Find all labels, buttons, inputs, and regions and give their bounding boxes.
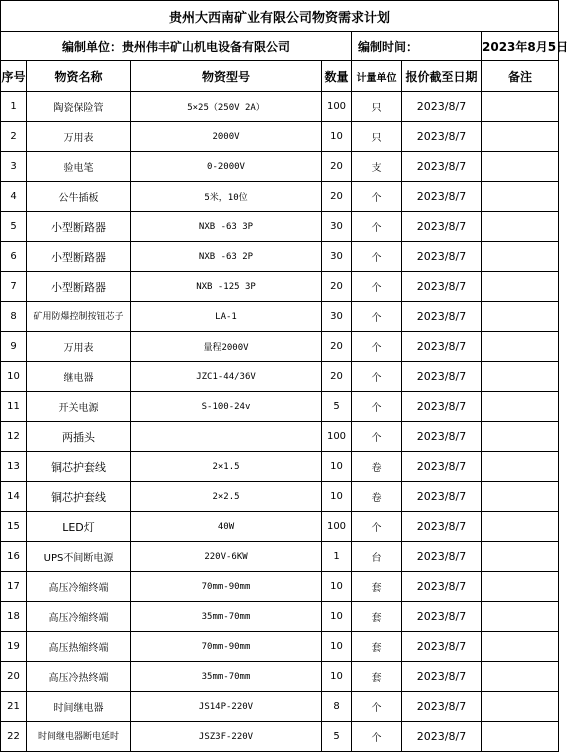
item-spec: 70mm-90mm [131, 572, 322, 602]
item-note [482, 602, 559, 632]
table-row [1, 362, 559, 392]
quote-deadline: 2023/8/7 [402, 572, 482, 602]
item-note [482, 212, 559, 242]
item-name: 开关电源 [27, 392, 131, 422]
item-quantity: 8 [322, 692, 352, 722]
item-name: 小型断路器 [27, 272, 131, 302]
compiling-time-value: 2023年8月5日 [482, 32, 559, 61]
item-unit: 个 [352, 212, 402, 242]
item-note [482, 92, 559, 122]
item-name: 高压冷缩终端 [27, 602, 131, 632]
quote-deadline: 2023/8/7 [402, 632, 482, 662]
item-note [482, 152, 559, 182]
item-unit: 台 [352, 542, 402, 572]
item-note [482, 722, 559, 752]
item-name: 时间继电器 [27, 692, 131, 722]
item-unit: 个 [352, 242, 402, 272]
quote-deadline: 2023/8/7 [402, 92, 482, 122]
header-unit: 计量单位 [352, 61, 402, 92]
row-number: 20 [1, 662, 27, 692]
quote-deadline: 2023/8/7 [402, 422, 482, 452]
quote-deadline: 2023/8/7 [402, 182, 482, 212]
item-spec: NXB -63 2P [131, 242, 322, 272]
item-note [482, 122, 559, 152]
item-unit: 套 [352, 632, 402, 662]
item-spec: S-100-24v [131, 392, 322, 422]
item-unit: 套 [352, 602, 402, 632]
item-name: 公牛插板 [27, 182, 131, 212]
item-name: 高压热缩终端 [27, 632, 131, 662]
item-note [482, 572, 559, 602]
row-number: 14 [1, 482, 27, 512]
quote-deadline: 2023/8/7 [402, 302, 482, 332]
table-row [1, 722, 559, 752]
item-name: LED灯 [27, 512, 131, 542]
row-number: 5 [1, 212, 27, 242]
item-note [482, 482, 559, 512]
item-unit: 个 [352, 302, 402, 332]
item-name: UPS不间断电源 [27, 542, 131, 572]
table-row [1, 92, 559, 122]
item-unit: 套 [352, 662, 402, 692]
header-qty: 数量 [322, 61, 352, 92]
item-spec: JS14P-220V [131, 692, 322, 722]
row-number: 4 [1, 182, 27, 212]
item-note [482, 272, 559, 302]
row-number: 21 [1, 692, 27, 722]
item-spec: JSZ3F-220V [131, 722, 322, 752]
item-unit: 个 [352, 722, 402, 752]
item-note [482, 512, 559, 542]
item-spec [131, 422, 322, 452]
header-row [1, 61, 559, 92]
item-quantity: 20 [322, 152, 352, 182]
item-unit: 个 [352, 182, 402, 212]
table-row [1, 332, 559, 362]
item-unit: 个 [352, 692, 402, 722]
item-unit: 个 [352, 332, 402, 362]
row-number: 2 [1, 122, 27, 152]
item-note [482, 452, 559, 482]
table-row [1, 602, 559, 632]
item-quantity: 5 [322, 392, 352, 422]
title-row [1, 1, 559, 32]
compiling-time-label: 编制时间： [352, 32, 482, 61]
item-note [482, 692, 559, 722]
table-row [1, 392, 559, 422]
quote-deadline: 2023/8/7 [402, 242, 482, 272]
item-note [482, 302, 559, 332]
quote-deadline: 2023/8/7 [402, 692, 482, 722]
item-name: 高压冷热终端 [27, 662, 131, 692]
item-quantity: 1 [322, 542, 352, 572]
row-number: 8 [1, 302, 27, 332]
item-quantity: 30 [322, 212, 352, 242]
item-quantity: 100 [322, 92, 352, 122]
item-name: 继电器 [27, 362, 131, 392]
quote-deadline: 2023/8/7 [402, 272, 482, 302]
table-row [1, 542, 559, 572]
item-name: 高压冷缩终端 [27, 572, 131, 602]
item-unit: 个 [352, 362, 402, 392]
table-row [1, 482, 559, 512]
item-unit: 卷 [352, 452, 402, 482]
item-unit: 个 [352, 392, 402, 422]
table-row [1, 422, 559, 452]
quote-deadline: 2023/8/7 [402, 362, 482, 392]
item-spec: 2×1.5 [131, 452, 322, 482]
row-number: 1 [1, 92, 27, 122]
item-quantity: 100 [322, 512, 352, 542]
quote-deadline: 2023/8/7 [402, 152, 482, 182]
item-quantity: 20 [322, 362, 352, 392]
item-name: 时间继电器断电延时 [27, 722, 131, 752]
row-number: 6 [1, 242, 27, 272]
item-spec: 5米，10位 [131, 182, 322, 212]
item-spec: 70mm-90mm [131, 632, 322, 662]
item-name: 铜芯护套线 [27, 482, 131, 512]
item-note [482, 392, 559, 422]
table-row [1, 122, 559, 152]
table-row [1, 242, 559, 272]
item-quantity: 10 [322, 452, 352, 482]
row-number: 10 [1, 362, 27, 392]
item-spec: NXB -63 3P [131, 212, 322, 242]
row-number: 3 [1, 152, 27, 182]
item-unit: 支 [352, 152, 402, 182]
item-unit: 只 [352, 122, 402, 152]
item-spec: 40W [131, 512, 322, 542]
item-note [482, 332, 559, 362]
item-unit: 只 [352, 92, 402, 122]
item-quantity: 5 [322, 722, 352, 752]
item-quantity: 10 [322, 482, 352, 512]
quote-deadline: 2023/8/7 [402, 392, 482, 422]
table-row [1, 302, 559, 332]
row-number: 11 [1, 392, 27, 422]
header-spec: 物资型号 [131, 61, 322, 92]
item-quantity: 10 [322, 122, 352, 152]
table-row [1, 632, 559, 662]
quote-deadline: 2023/8/7 [402, 452, 482, 482]
item-spec: 量程2000V [131, 332, 322, 362]
item-name: 陶瓷保险管 [27, 92, 131, 122]
row-number: 7 [1, 272, 27, 302]
item-name: 铜芯护套线 [27, 452, 131, 482]
item-note [482, 422, 559, 452]
table-row [1, 692, 559, 722]
item-note [482, 542, 559, 572]
item-name: 万用表 [27, 122, 131, 152]
header-name: 物资名称 [27, 61, 131, 92]
quote-deadline: 2023/8/7 [402, 542, 482, 572]
item-unit: 卷 [352, 482, 402, 512]
item-name: 万用表 [27, 332, 131, 362]
item-unit: 个 [352, 512, 402, 542]
item-quantity: 20 [322, 272, 352, 302]
item-spec: LA-1 [131, 302, 322, 332]
item-note [482, 242, 559, 272]
header-no: 序号 [1, 61, 27, 92]
item-spec: 2000V [131, 122, 322, 152]
item-spec: 5×25（250V 2A） [131, 92, 322, 122]
quote-deadline: 2023/8/7 [402, 122, 482, 152]
row-number: 18 [1, 602, 27, 632]
item-spec: NXB -125 3P [131, 272, 322, 302]
info-row [1, 32, 559, 61]
item-name: 小型断路器 [27, 212, 131, 242]
item-quantity: 10 [322, 662, 352, 692]
header-date: 报价截至日期 [402, 61, 482, 92]
item-quantity: 30 [322, 242, 352, 272]
item-quantity: 10 [322, 572, 352, 602]
quote-deadline: 2023/8/7 [402, 512, 482, 542]
item-spec: JZC1-44/36V [131, 362, 322, 392]
table-row [1, 512, 559, 542]
table-row [1, 182, 559, 212]
row-number: 9 [1, 332, 27, 362]
table-row [1, 572, 559, 602]
item-spec: 2×2.5 [131, 482, 322, 512]
item-quantity: 30 [322, 302, 352, 332]
row-number: 19 [1, 632, 27, 662]
item-note [482, 662, 559, 692]
quote-deadline: 2023/8/7 [402, 212, 482, 242]
item-unit: 套 [352, 572, 402, 602]
header-note: 备注 [482, 61, 559, 92]
item-note [482, 182, 559, 212]
item-quantity: 10 [322, 632, 352, 662]
item-quantity: 100 [322, 422, 352, 452]
item-name: 验电笔 [27, 152, 131, 182]
item-spec: 35mm-70mm [131, 602, 322, 632]
row-number: 17 [1, 572, 27, 602]
item-spec: 0-2000V [131, 152, 322, 182]
item-name: 小型断路器 [27, 242, 131, 272]
table-row [1, 212, 559, 242]
table-row [1, 662, 559, 692]
row-number: 15 [1, 512, 27, 542]
quote-deadline: 2023/8/7 [402, 482, 482, 512]
quote-deadline: 2023/8/7 [402, 602, 482, 632]
item-quantity: 20 [322, 332, 352, 362]
item-note [482, 362, 559, 392]
item-unit: 个 [352, 422, 402, 452]
item-name: 两插头 [27, 422, 131, 452]
row-number: 22 [1, 722, 27, 752]
compiling-unit: 编制单位：贵州伟丰矿山机电设备有限公司 [1, 32, 352, 61]
item-spec: 220V-6KW [131, 542, 322, 572]
item-quantity: 20 [322, 182, 352, 212]
item-spec: 35mm-70mm [131, 662, 322, 692]
sheet-title: 贵州大西南矿业有限公司物资需求计划 [1, 1, 559, 32]
item-note [482, 632, 559, 662]
quote-deadline: 2023/8/7 [402, 722, 482, 752]
row-number: 16 [1, 542, 27, 572]
quote-deadline: 2023/8/7 [402, 662, 482, 692]
table-row [1, 452, 559, 482]
item-unit: 个 [352, 272, 402, 302]
quote-deadline: 2023/8/7 [402, 332, 482, 362]
table-row [1, 272, 559, 302]
item-name: 矿用防爆控制按钮芯子 [27, 302, 131, 332]
row-number: 13 [1, 452, 27, 482]
row-number: 12 [1, 422, 27, 452]
item-quantity: 10 [322, 602, 352, 632]
table-row [1, 152, 559, 182]
